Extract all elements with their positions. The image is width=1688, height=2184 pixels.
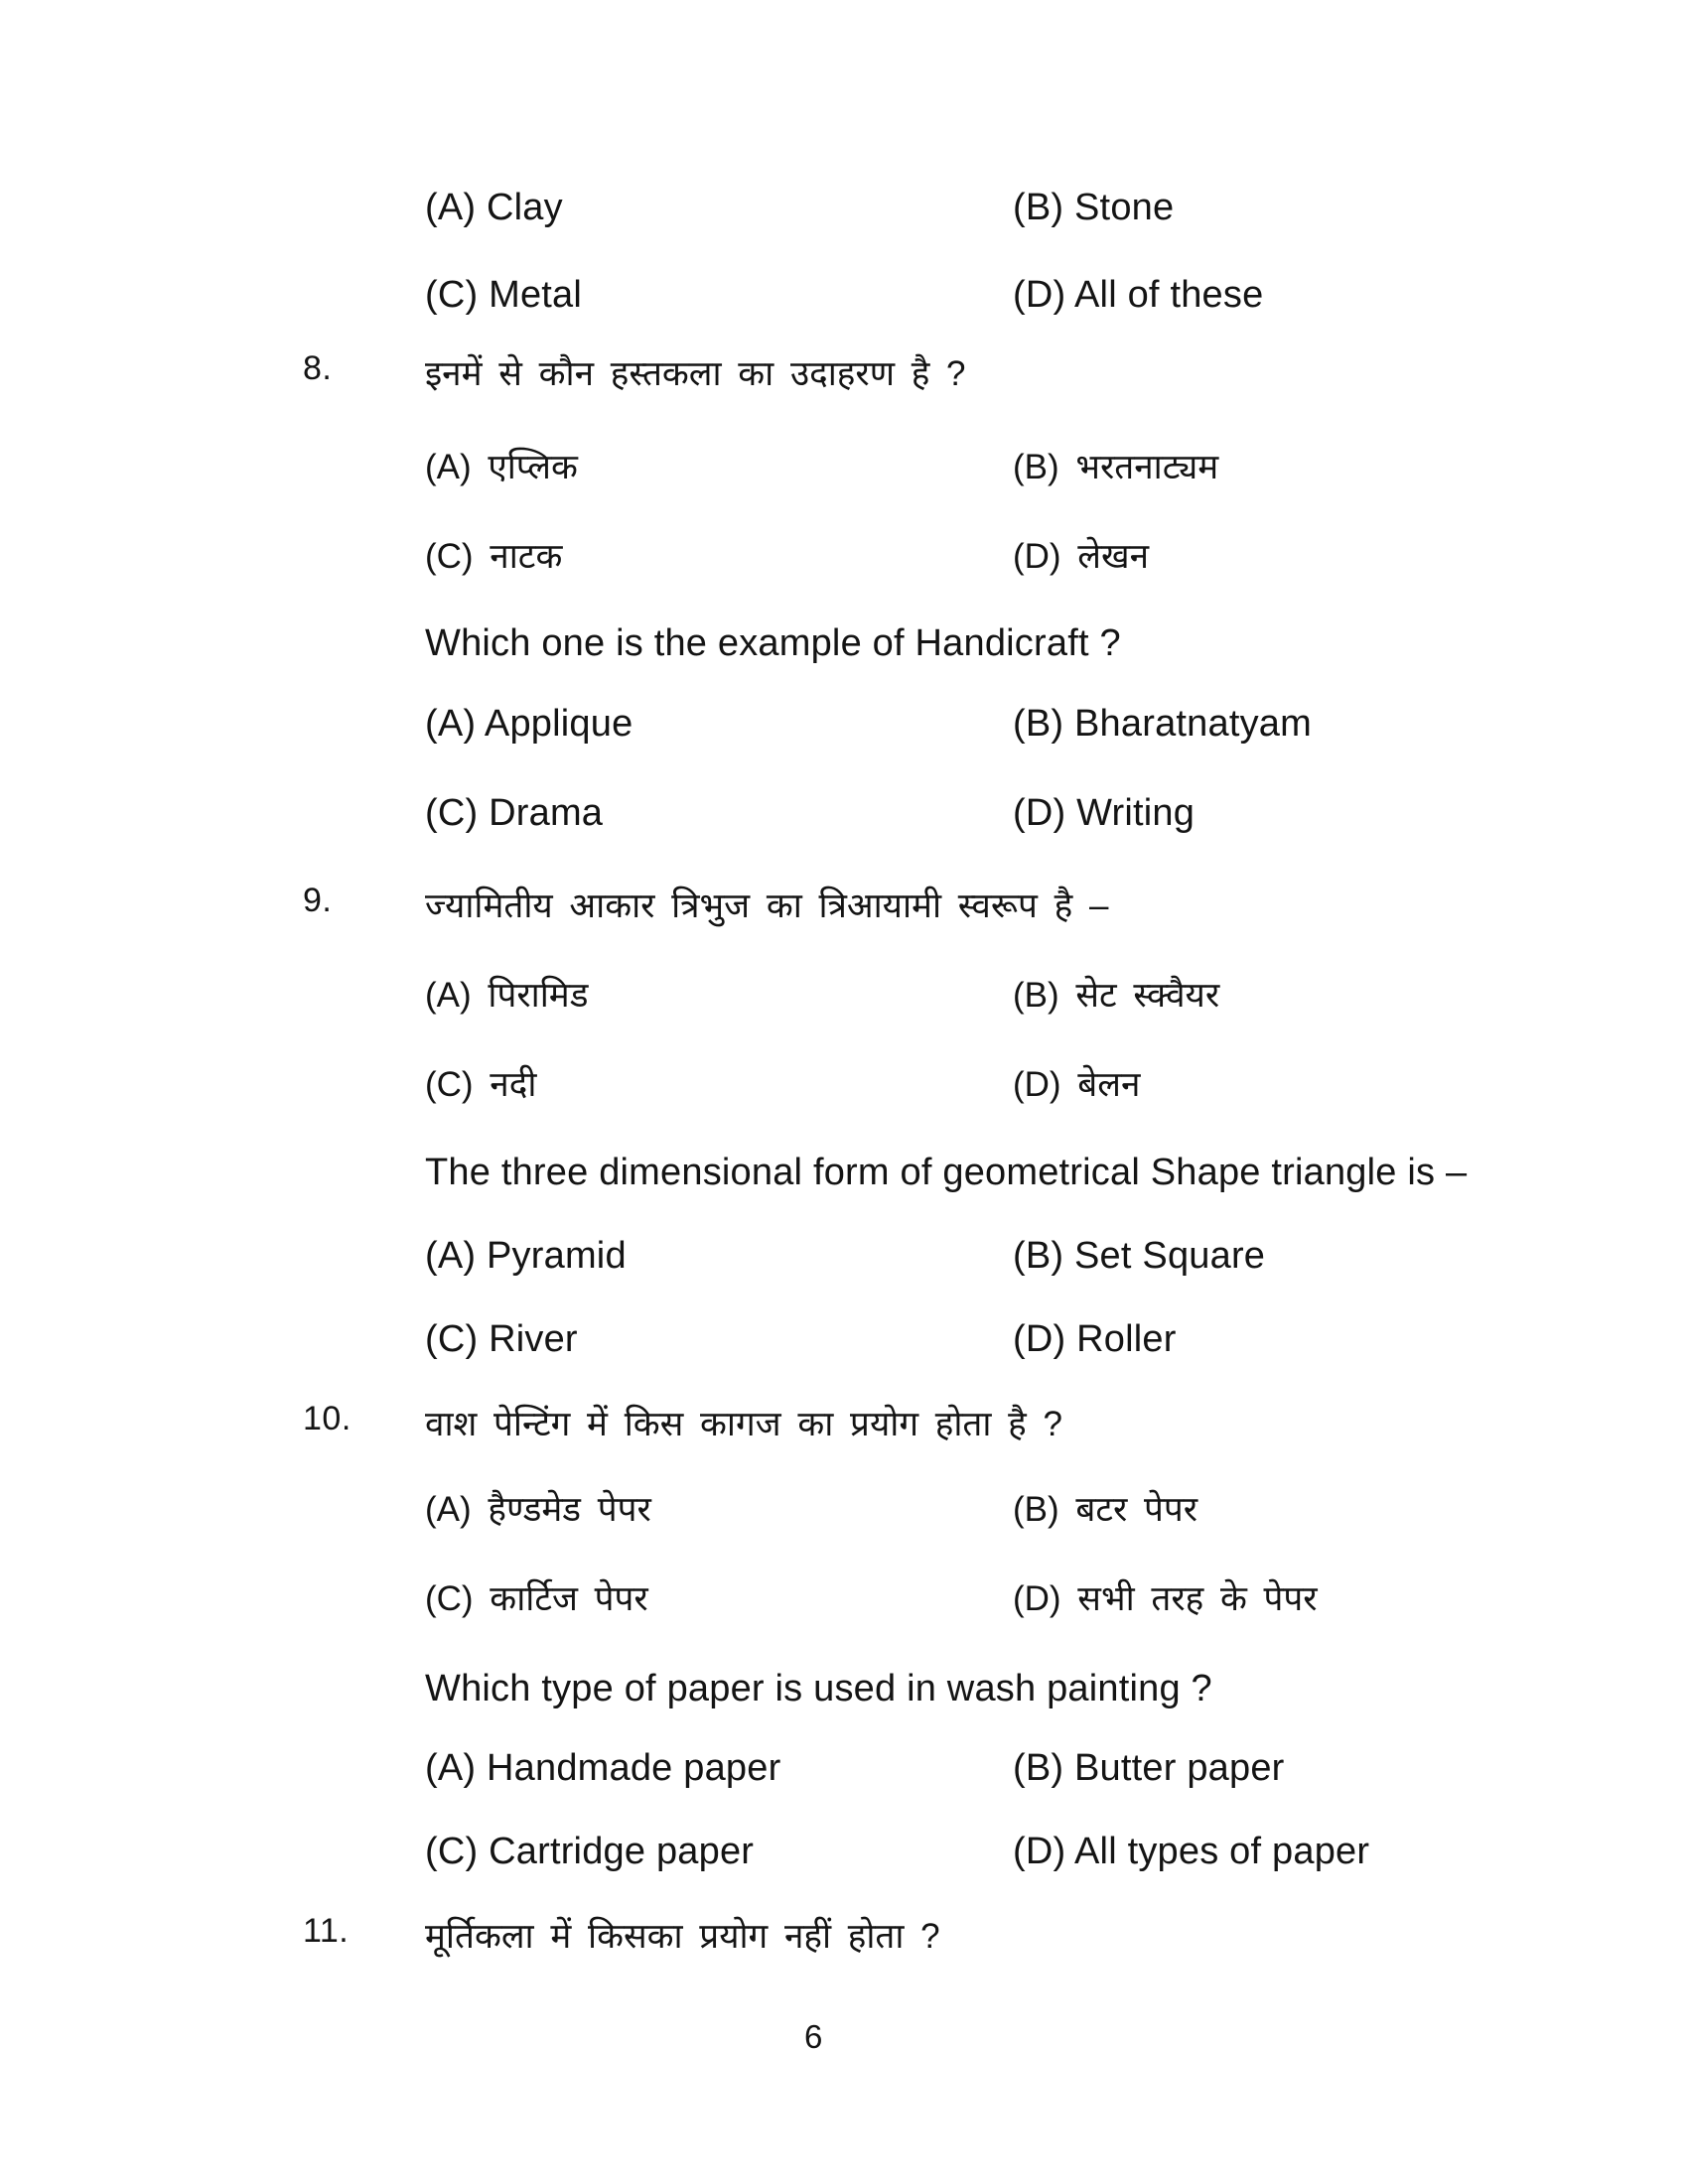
- q10-option-c-english: (C) Cartridge paper: [425, 1831, 755, 1872]
- q9-hindi-question-row: [0, 882, 1688, 931]
- q9-english-options-row-1: [0, 1235, 1688, 1285]
- q10-option-c-hindi: (C) कार्टिज पेपर: [425, 1579, 648, 1618]
- q8-number: 8.: [303, 349, 333, 387]
- q10-question-english: Which type of paper is used in wash painting ?: [425, 1668, 1212, 1709]
- q10-english-question-row: [0, 1668, 1688, 1717]
- q9-option-d-hindi: (D) बेलन: [1013, 1065, 1141, 1104]
- q8-hindi-options-row-2: [0, 532, 1688, 582]
- q10-number: 10.: [303, 1400, 352, 1437]
- carryover-options-row-1: [0, 187, 1688, 236]
- q10-hindi-question-row: [0, 1400, 1688, 1449]
- q10-question-hindi: वाश पेन्टिंग में किस कागज का प्रयोग होता है ?: [425, 1405, 1062, 1443]
- carryover-option-c: (C) Metal: [425, 274, 583, 316]
- q11-hindi-question-row: [0, 1912, 1688, 1962]
- q10-option-b-english: (B) Butter paper: [1013, 1747, 1285, 1789]
- q8-option-d-english: (D) Writing: [1013, 792, 1196, 834]
- q9-option-a-hindi: (A) पिरामिड: [425, 976, 589, 1015]
- q8-option-d-hindi: (D) लेखन: [1013, 537, 1150, 576]
- q9-number: 9.: [303, 882, 333, 919]
- page-number: 6: [804, 2018, 823, 2055]
- q9-option-d-english: (D) Roller: [1013, 1318, 1177, 1360]
- q8-question-hindi: इनमें से कौन हस्तकला का उदाहरण है ?: [425, 354, 966, 393]
- q9-hindi-options-row-1: [0, 971, 1688, 1021]
- q9-option-b-hindi: (B) सेट स्क्वैयर: [1013, 976, 1220, 1015]
- q9-question-english: The three dimensional form of geometrical Shape triangle is –: [425, 1152, 1468, 1193]
- q9-option-a-english: (A) Pyramid: [425, 1235, 627, 1277]
- q8-hindi-question-row: [0, 349, 1688, 399]
- q8-option-b-hindi: (B) भरतनाट्यम: [1013, 448, 1219, 486]
- q9-option-b-english: (B) Set Square: [1013, 1235, 1266, 1277]
- q9-hindi-options-row-2: [0, 1060, 1688, 1110]
- q10-hindi-options-row-2: [0, 1574, 1688, 1624]
- q8-question-english: Which one is the example of Handicraft ?: [425, 622, 1121, 664]
- q9-english-options-row-2: [0, 1318, 1688, 1368]
- q11-number: 11.: [303, 1912, 350, 1950]
- q8-english-options-row-1: [0, 703, 1688, 752]
- q10-option-d-hindi: (D) सभी तरह के पेपर: [1013, 1579, 1318, 1618]
- q8-option-a-hindi: (A) एप्लिक: [425, 448, 578, 486]
- q10-option-a-english: (A) Handmade paper: [425, 1747, 781, 1789]
- carryover-options-row-2: [0, 274, 1688, 324]
- q8-option-b-english: (B) Bharatnatyam: [1013, 703, 1312, 745]
- q10-option-b-hindi: (B) बटर पेपर: [1013, 1490, 1198, 1529]
- q8-option-a-english: (A) Applique: [425, 703, 633, 745]
- q9-question-hindi: ज्यामितीय आकार त्रिभुज का त्रिआयामी स्वरूप है –: [425, 887, 1109, 925]
- q8-option-c-hindi: (C) नाटक: [425, 537, 563, 576]
- q10-english-options-row-1: [0, 1747, 1688, 1797]
- q8-option-c-english: (C) Drama: [425, 792, 604, 834]
- q10-option-d-english: (D) All types of paper: [1013, 1831, 1370, 1872]
- q9-english-question-row: [0, 1152, 1688, 1201]
- q10-english-options-row-2: [0, 1831, 1688, 1880]
- q8-hindi-options-row-1: [0, 443, 1688, 492]
- q10-option-a-hindi: (A) हैण्डमेड पेपर: [425, 1490, 651, 1529]
- q10-hindi-options-row-1: [0, 1485, 1688, 1535]
- q8-english-question-row: [0, 622, 1688, 672]
- carryover-option-b: (B) Stone: [1013, 187, 1175, 228]
- q9-option-c-hindi: (C) नदी: [425, 1065, 537, 1104]
- carryover-option-d: (D) All of these: [1013, 274, 1264, 316]
- q8-english-options-row-2: [0, 792, 1688, 842]
- q9-option-c-english: (C) River: [425, 1318, 578, 1360]
- carryover-option-a: (A) Clay: [425, 187, 563, 228]
- q11-question-hindi: मूर्तिकला में किसका प्रयोग नहीं होता ?: [425, 1917, 940, 1956]
